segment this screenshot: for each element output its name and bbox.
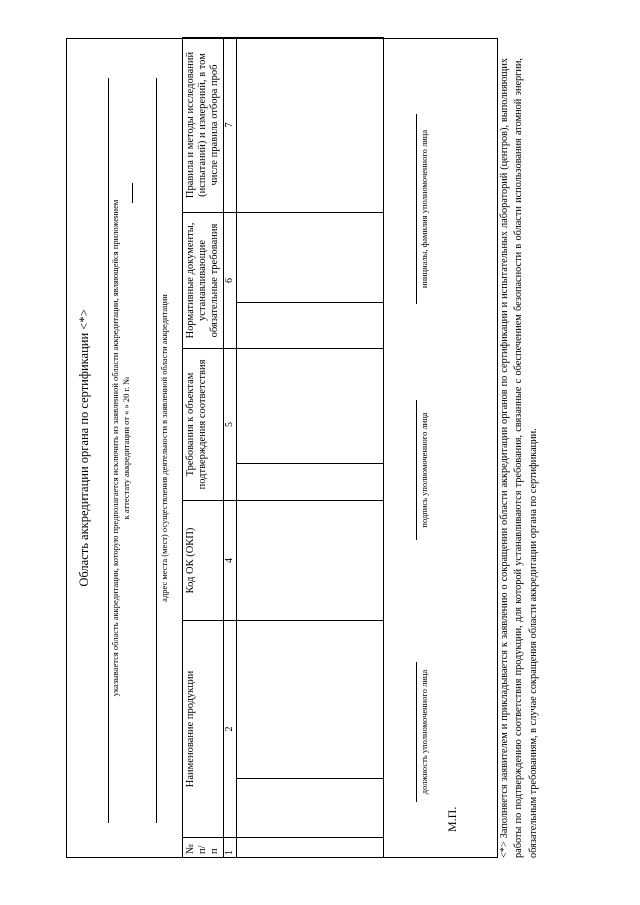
colnum-4: 4 [224, 500, 237, 620]
table-cell [236, 500, 383, 620]
colnum-1: 1 [224, 838, 237, 858]
header-methods: Правила и методы исследований (испытаний) и измерений, в том числе правила отбора проб [183, 37, 224, 212]
attestat-line: к аттестату аккредитации от « » 20 г. № [121, 376, 131, 520]
name-line [416, 114, 417, 304]
table-cell [236, 302, 383, 348]
signature-line [416, 400, 417, 540]
colnum-7: 7 [224, 37, 237, 212]
table-cell [236, 838, 383, 858]
signature-caption: подпись уполномоченного лица [419, 412, 429, 528]
colnum-6: 6 [224, 212, 237, 348]
table-cell [236, 463, 383, 500]
scope-table [182, 37, 384, 858]
address-line [156, 78, 157, 823]
table-cell [236, 212, 383, 302]
exclusion-line [108, 78, 109, 823]
table-cell [236, 348, 383, 463]
table-row [236, 37, 383, 857]
table-header-row [183, 37, 224, 857]
exclusion-caption: указывается область аккредитации, которую предполагается исключить из заявленной области аккредитации, являющейся приложением [110, 199, 120, 697]
accreditation-form [66, 38, 498, 858]
colnum-2: 2 [224, 620, 237, 837]
header-product: Наименование продукции [183, 620, 224, 837]
stamp-label: М.П. [445, 806, 459, 832]
header-code: Код ОК (ОКП) [183, 500, 224, 620]
position-line [416, 662, 417, 802]
address-caption: адрес места (мест) осуществления деятельности в заявленной области аккредитации [159, 294, 169, 602]
form-title: Область аккредитации органа по сертификации <*> [77, 309, 91, 587]
header-requirements: Требования к объектам подтверждения соответствия [183, 348, 224, 500]
attestat-number-line [132, 183, 133, 203]
footnote-area [498, 58, 640, 858]
position-caption: должность уполномоченного лица [419, 669, 429, 795]
footnote: <*> Заполняется заявителем и прикладывается к заявлению о сокращении области аккредитации органов по сертификации и испытательных лабораторий (центров), выполняющих работы по подтверждению соответствия продукции, для которой устанавливаются требования, связанные с обеспечением безопасности в области использования атомной энергии, обязательным требованиям, в случае сокращения области аккредитации органа по сертификации. [499, 58, 539, 858]
table-cell [236, 37, 383, 212]
header-normative-docs: Нормативные документы, устанавливающие обязательные требования [183, 212, 224, 348]
column-number-row [224, 37, 237, 857]
table-cell [236, 620, 383, 778]
colnum-5: 5 [224, 348, 237, 500]
header-number: № п/п [183, 838, 224, 858]
name-caption: инициалы, фамилия уполномоченного лица [419, 129, 429, 289]
table-cell [236, 779, 383, 838]
